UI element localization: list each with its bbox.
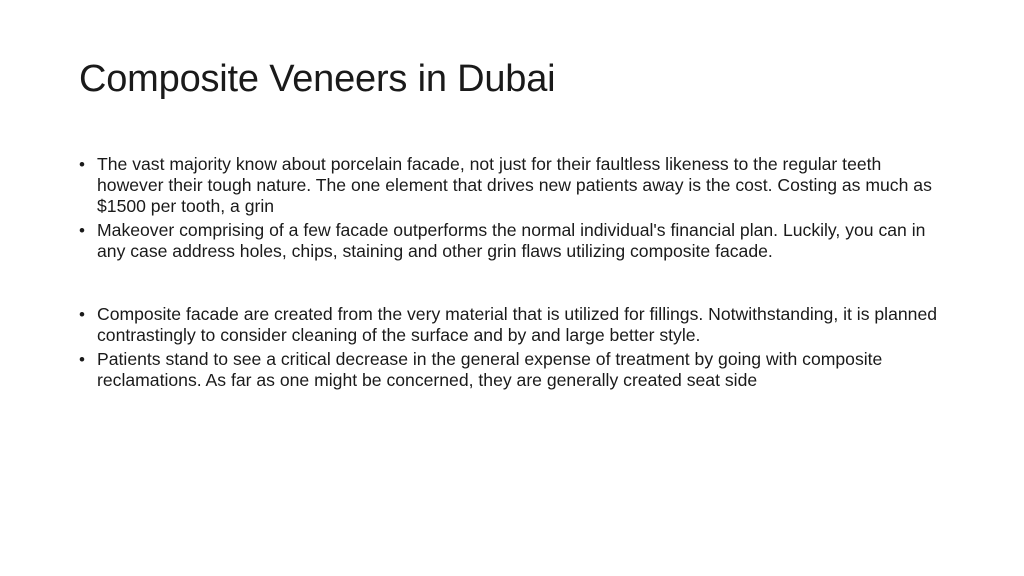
bullet-icon: •	[79, 155, 85, 174]
bullet-text: Patients stand to see a critical decrease in the general expense of treatment by going with composite reclamations. As far as one might be concerned, they are generally created seat side	[97, 349, 883, 390]
bullet-item	[79, 304, 949, 346]
bullet-icon: •	[79, 305, 85, 324]
bullet-item	[79, 154, 949, 217]
bullet-icon: •	[79, 350, 85, 369]
bullet-text: The vast majority know about porcelain facade, not just for their faultless likeness to the regular teeth however their tough nature. The one element that drives new patients away is the cost. Costing as much as $1500 per tooth, a grin	[97, 154, 932, 216]
bullet-text: Composite facade are created from the very material that is utilized for fillings. Notwithstanding, it is planned contrastingly to consider cleaning of the surface and by and large better style.	[97, 304, 938, 345]
bullet-item	[79, 349, 949, 391]
bullet-icon: •	[79, 221, 85, 240]
slide-title: Composite Veneers in Dubai	[79, 58, 556, 100]
bullet-text: Makeover comprising of a few facade outperforms the normal individual's financial plan. Luckily, you can in any case address holes, chips, staining and other grin flaws utilizing composite facade.	[97, 220, 926, 261]
bullet-list	[79, 154, 949, 391]
bullet-item	[79, 220, 949, 262]
